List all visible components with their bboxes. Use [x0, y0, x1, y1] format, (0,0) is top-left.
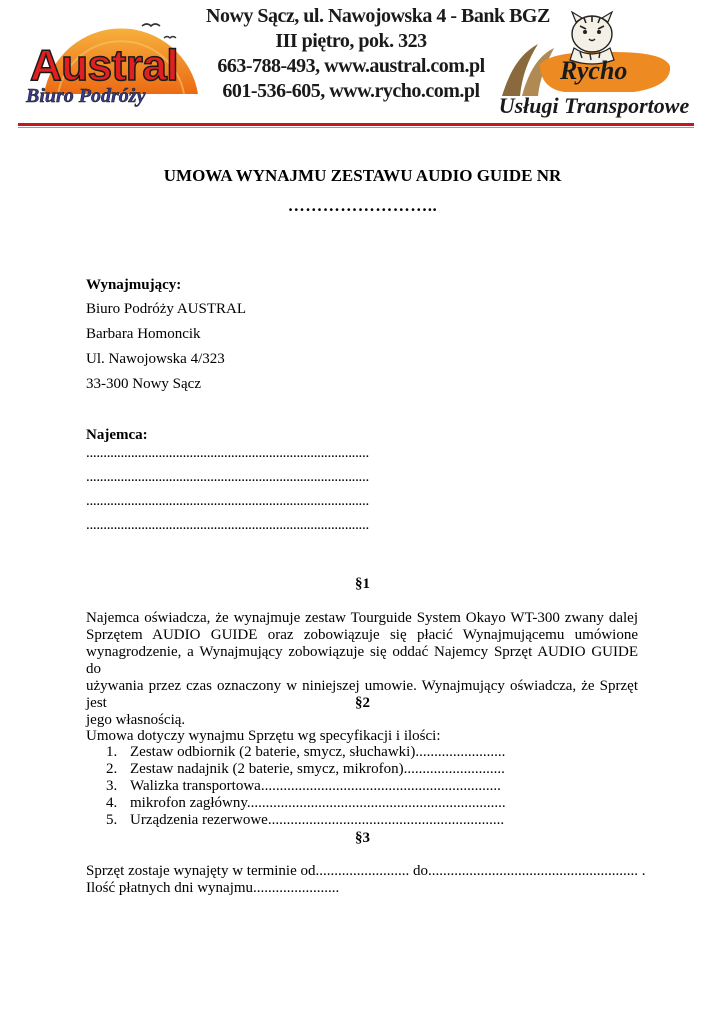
paid-days-line: Ilość płatnych dni wynajmu.......................: [86, 880, 340, 896]
rental-period-line: Sprzęt zostaje wynajęty w terminie od......................... do........................................................ .: [86, 863, 646, 879]
lessee-label: Najemca:: [86, 427, 148, 443]
list-item: 2. Zestaw nadajnik (2 baterie, smycz, mikrofon)...........................: [106, 761, 505, 777]
list-item: 3. Walizka transportowa................................................................: [106, 778, 501, 794]
lessor-company: Biuro Podróży AUSTRAL: [86, 301, 247, 317]
section-3-heading: §3: [355, 830, 370, 846]
bird-icon: [142, 24, 160, 26]
lessee-blank-line: ..................................................................................: [86, 469, 369, 485]
section-2-heading: §2: [355, 695, 370, 711]
rycho-brand-name: Rycho: [560, 56, 628, 85]
contact-austral-phone-web: 663-788-493, www.austral.com.pl: [217, 55, 485, 77]
section-1-line: jego własnością.: [86, 712, 186, 728]
section-1-line: używania przez czas oznaczony w niniejszej umowie. Wynajmujący oświadcza, że Sprzęt jest: [86, 678, 638, 711]
contact-floor-room: III piętro, pok. 323: [275, 30, 427, 52]
lessor-person: Barbara Homoncik: [86, 326, 201, 342]
austral-brand-subtitle: Biuro Podróży: [26, 85, 146, 107]
lessee-blank-line: ..................................................................................: [86, 493, 369, 509]
section-1-heading: §1: [355, 576, 370, 592]
rycho-brand-subtitle: Usługi Transportowe: [498, 93, 690, 118]
equipment-list: [106, 744, 506, 829]
list-item: 4. mikrofon zagłówny.....................................................................: [106, 795, 506, 811]
contact-info: [206, 4, 550, 104]
section-1-line: Najemca oświadcza, że wynajmuje zestaw Tourguide System Okayo WT-300 zwany dalej: [86, 610, 638, 626]
austral-brand-name: Austral: [30, 41, 179, 90]
section-2-intro: Umowa dotyczy wynajmu Sprzętu wg specyfikacji i ilości:: [86, 728, 441, 744]
header-divider: [18, 123, 694, 126]
lessee-blank-line: ..................................................................................: [86, 445, 369, 461]
lessor-city: 33-300 Nowy Sącz: [86, 376, 201, 392]
header-divider-shadow: [18, 127, 694, 128]
lessor-street: Ul. Nawojowska 4/323: [86, 351, 225, 367]
lessee-blank-line: ..................................................................................: [86, 517, 369, 533]
contract-number-blank: ……………………..: [287, 196, 438, 215]
list-item: 5. Urządzenia rezerwowe...............................................................: [106, 812, 505, 828]
list-item: 1. Zestaw odbiornik (2 baterie, smycz, słuchawki)........................: [106, 744, 506, 760]
contact-address: Nowy Sącz, ul. Nawojowska 4 - Bank BGZ: [206, 5, 550, 27]
document-title: UMOWA WYNAJMU ZESTAWU AUDIO GUIDE NR: [163, 166, 562, 185]
lessor-label: Wynajmujący:: [86, 277, 182, 293]
contact-rycho-phone-web: 601-536-605, www.rycho.com.pl: [222, 80, 480, 102]
section-1-line: wynagrodzenie, a Wynajmujący zobowiązuje się oddać Najemcy Sprzęt AUDIO GUIDE do: [86, 644, 638, 677]
section-1-line: Sprzętem AUDIO GUIDE oraz zobowiązuje się płacić Wynajmującemu umówione: [86, 627, 638, 643]
letterhead: [0, 0, 725, 132]
